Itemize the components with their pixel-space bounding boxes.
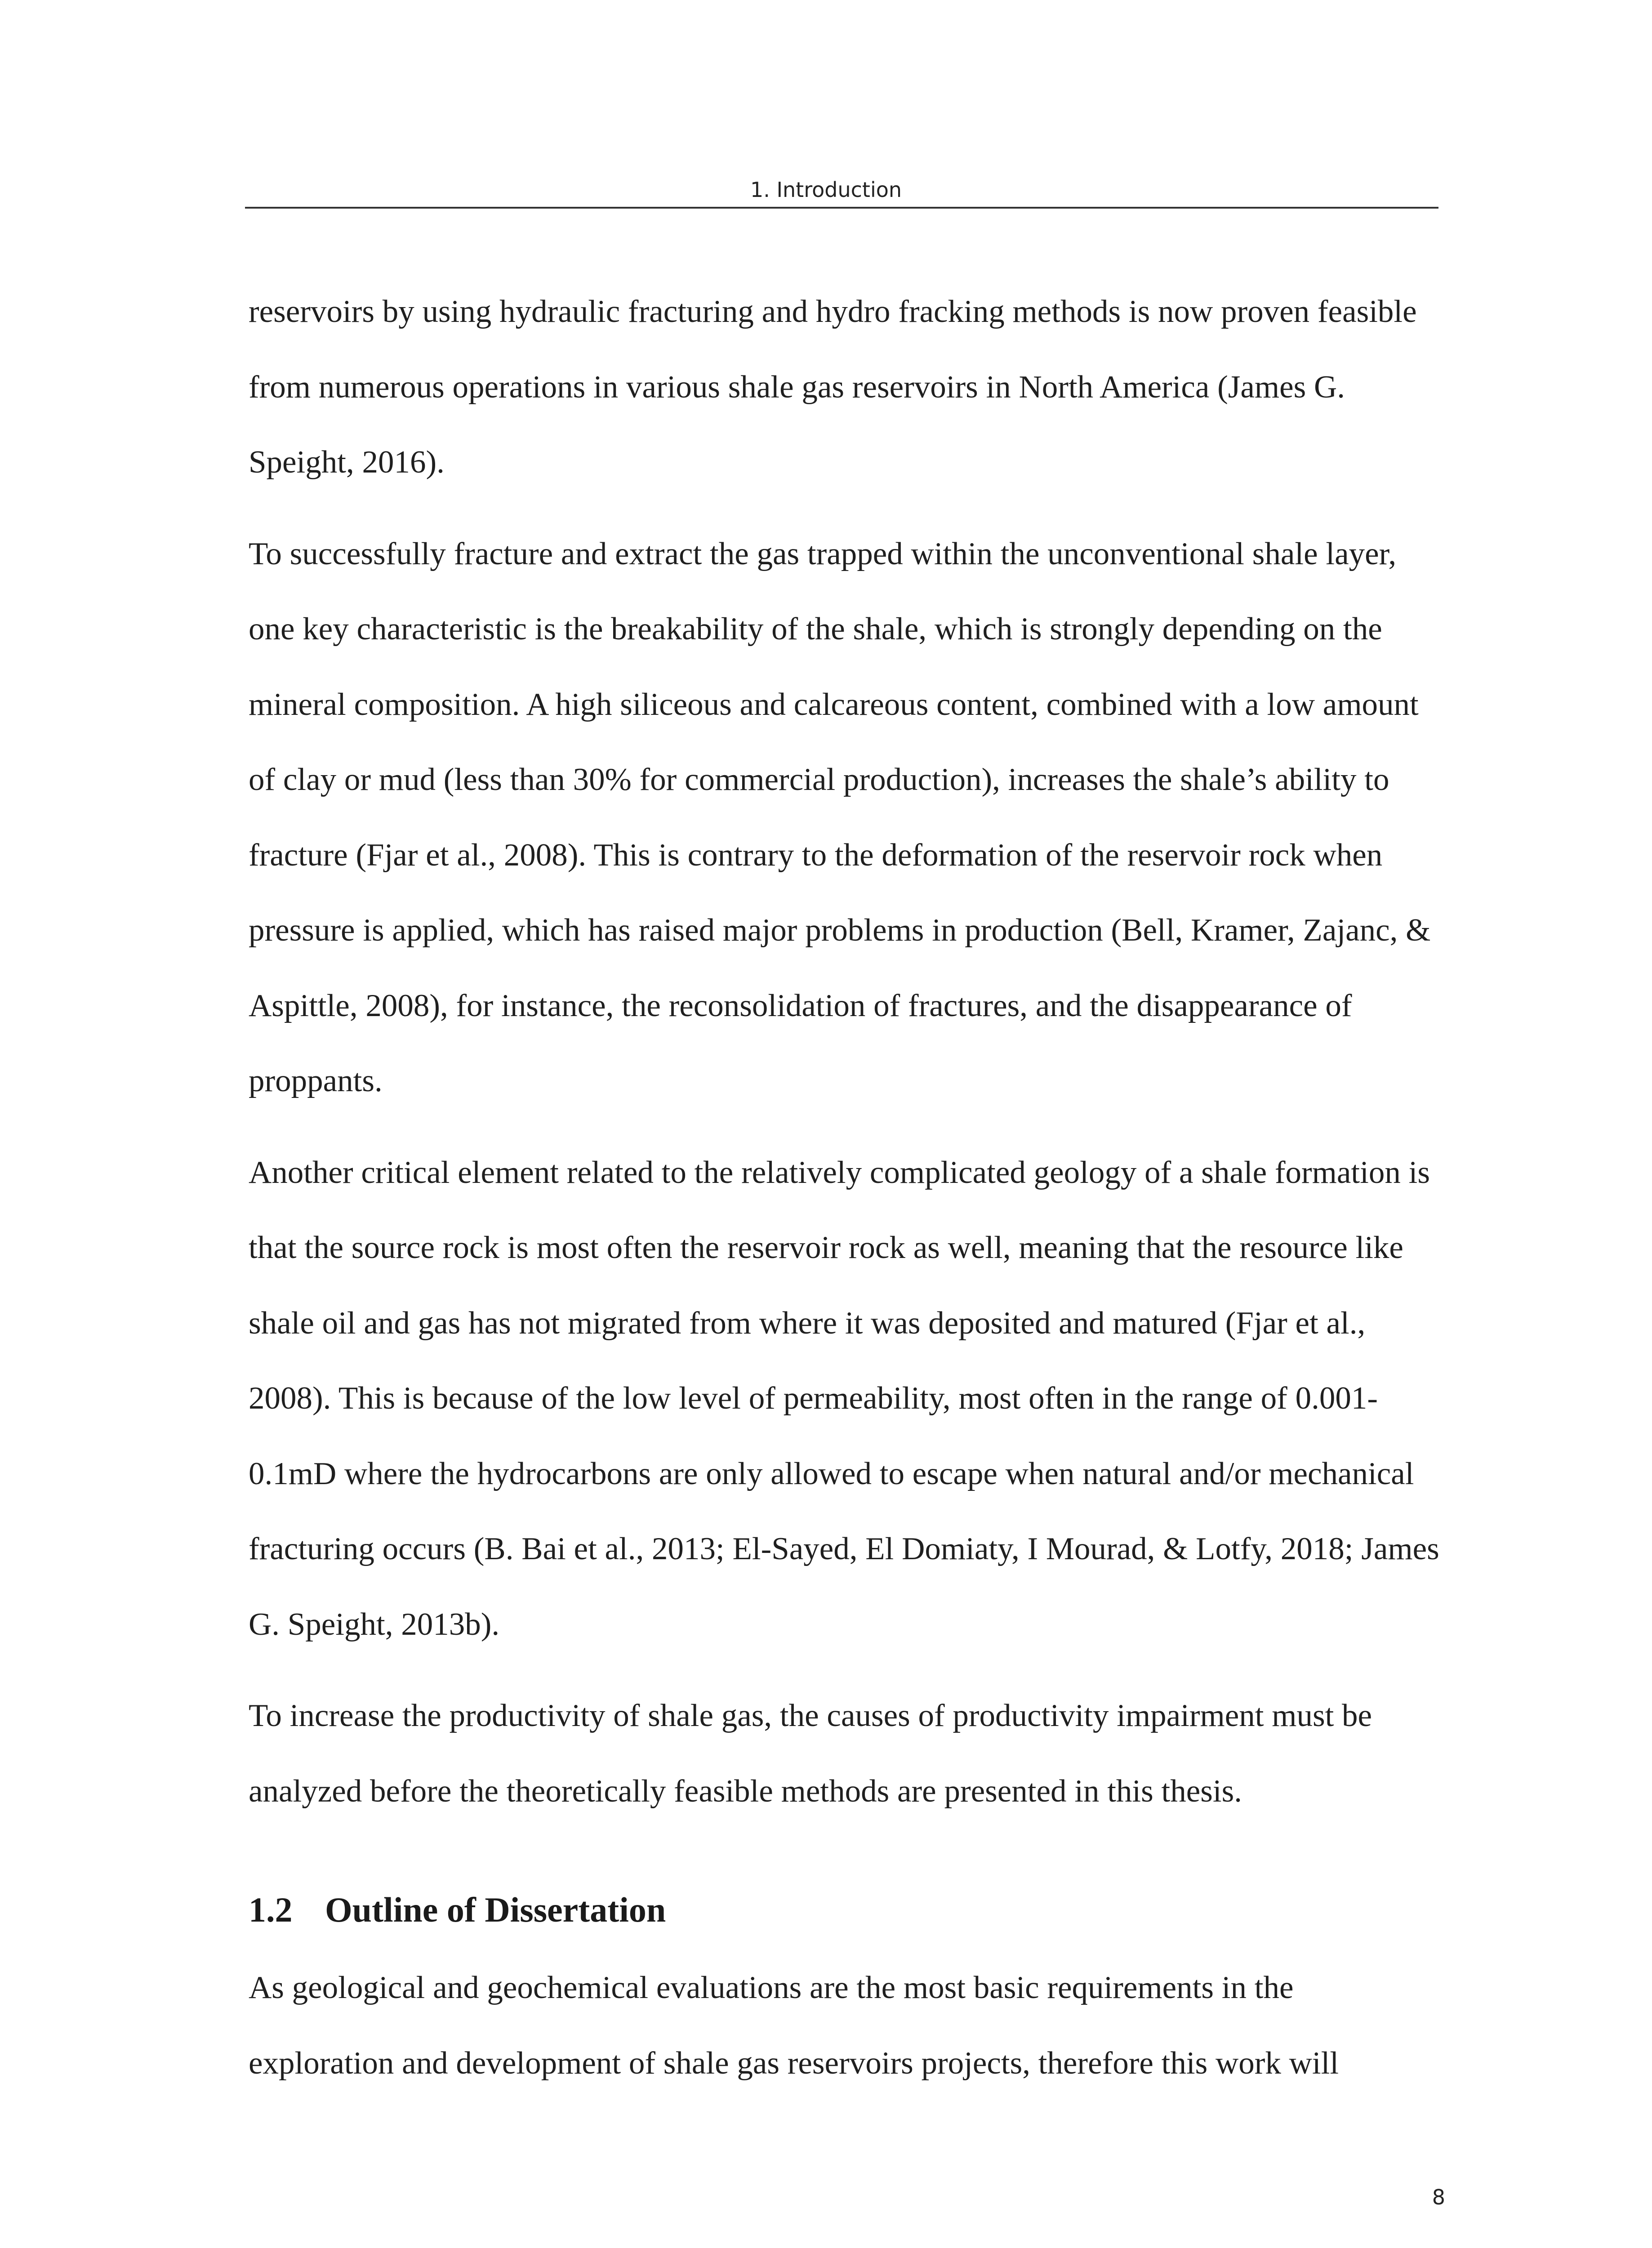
section-title: Outline of Dissertation: [325, 1890, 666, 1929]
body-paragraph-3: Another critical element related to the relatively complicated geology of a shale formation is that the source rock is most often the reservoir rock as well, meaning that the resource like shale oil and gas has not migrated from where it was deposited and matured (Fjar et al., 2008). This is because of the low level of permeability, most often in the range of 0.001-0.1mD where the hydrocarbons are only allowed to escape when natural and/or mechanical fracturing occurs (B. Bai et al., 2013; El-Sayed, El Domiaty, I Mourad, & Lotfy, 2018; James G. Speight, 2013b).: [249, 1155, 1439, 1642]
section-paragraph: As geological and geochemical evaluations are the most basic requirements in the exploration and development of shale gas reservoirs projects, therefore this work will: [249, 1970, 1339, 2081]
header-rule: [245, 207, 1438, 209]
body-paragraph-1: reservoirs by using hydraulic fracturing and hydro fracking methods is now proven feasible from numerous operations in various shale gas reservoirs in North America (James G. Speight, 2016).: [249, 294, 1417, 480]
body-paragraph-2: To successfully fracture and extract the gas trapped within the unconventional shale layer, one key characteristic is the breakability of the shale, which is strongly depending on the mineral composition. A high siliceous and calcareous content, combined with a low amount of clay or mud (less than 30% for commercial production), increases the shale’s ability to fracture (Fjar et al., 2008). This is contrary to the deformation of the reservoir rock when pressure is applied, which has raised major problems in production (Bell, Kramer, Zajanc, & Aspittle, 2008), for instance, the reconsolidation of fractures, and the disappearance of proppants.: [249, 536, 1431, 1098]
body-paragraph-4: To increase the productivity of shale gas, the causes of productivity impairment must be analyzed before the theoretically feasible methods are presented in this thesis.: [249, 1698, 1372, 1809]
page-number: 8: [1432, 2185, 1445, 2209]
page-body: [249, 274, 1444, 2117]
running-header: 1. Introduction: [750, 178, 902, 202]
section-heading: [249, 1883, 1444, 1937]
section-number: 1.2: [249, 1890, 293, 1929]
